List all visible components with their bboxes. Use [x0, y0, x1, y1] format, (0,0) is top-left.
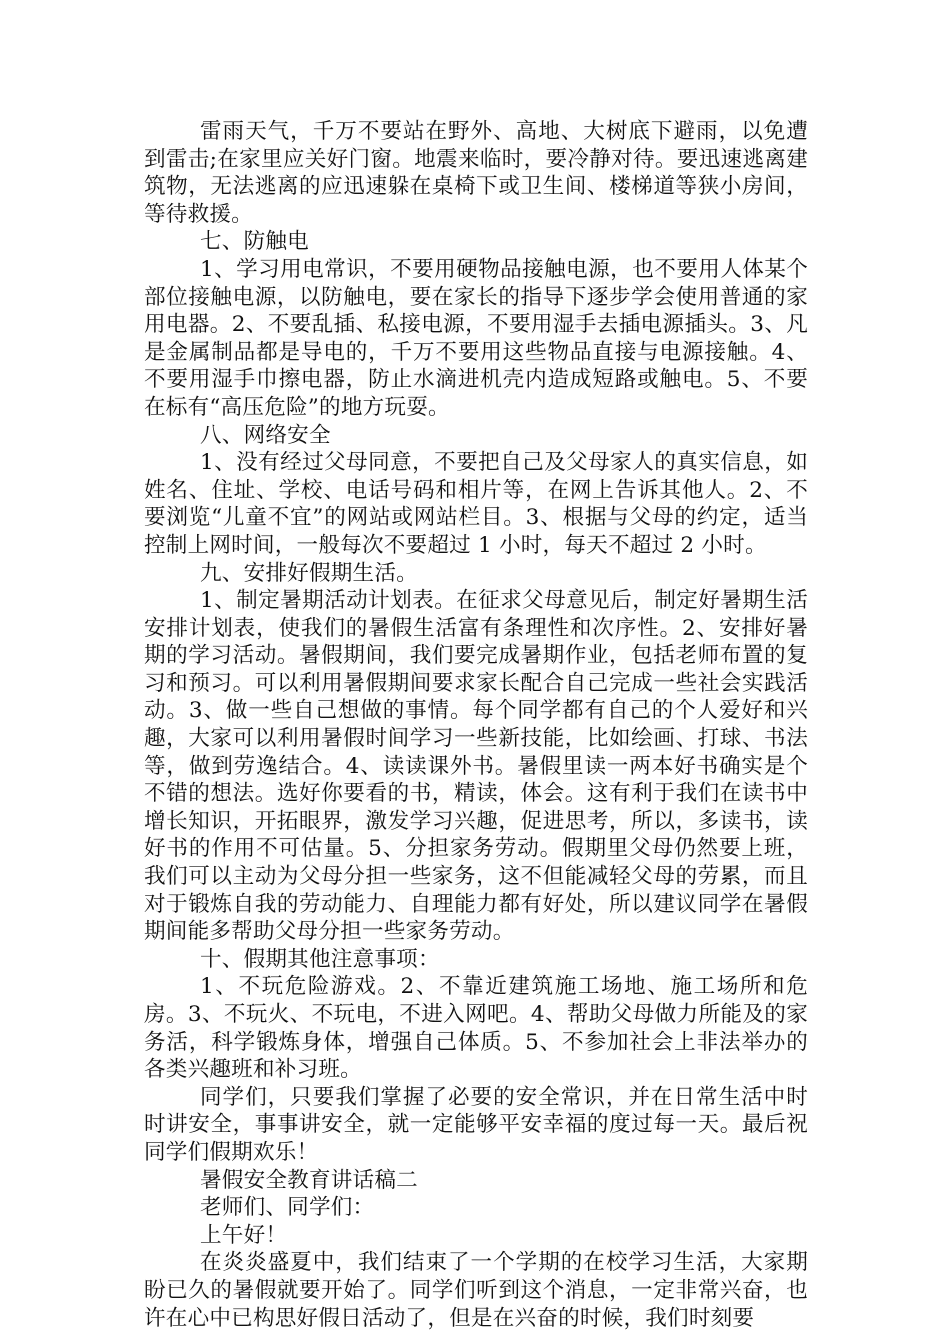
paragraph-other-notes: 1、不玩危险游戏。2、不靠近建筑施工场地、施工场所和危房。3、不玩火、不玩电，不进入网吧。4、帮助父母做力所能及的家务活，科学锻炼身体，增强自己体质。5、不参加社会上非法举办的各类兴趣班和补习班。	[144, 974, 808, 1083]
heading-network-safety: 八、网络安全	[200, 422, 331, 448]
document-page	[144, 118, 808, 1332]
heading-other-notes: 十、假期其他注意事项：	[200, 946, 440, 972]
heading-speech-two: 暑假安全教育讲话稿二	[200, 1167, 418, 1193]
paragraph-electric-shock: 1、学习用电常识，不要用硬物品接触电源，也不要用人体某个部位接触电源，以防触电，要在家长的指导下逐步学会使用普通的家用电器。2、不要乱插、私接电源，不要用湿手去插电源插头。3、凡是金属制品都是导电的，千万不要用这些物品直接与电源接触。4、不要用湿手巾擦电器，防止水滴进机壳内造成短路或触电。5、不要在标有“高压危险”的地方玩耍。	[144, 256, 808, 420]
paragraph-network-safety: 1、没有经过父母同意，不要把自己及父母家人的真实信息，如姓名、住址、学校、电话号码和相片等，在网上告诉其他人。2、不要浏览“儿童不宜”的网站或网站栏目。3、根据与父母的约定，适当控制上网时间，一般每次不要超过 1 小时，每天不超过 2 小时。	[144, 450, 808, 558]
salutation: 老师们、同学们：	[200, 1195, 375, 1221]
paragraph-holiday-life: 1、制定暑期活动计划表。在征求父母意见后，制定好暑期生活安排计划表，使我们的暑假生活富有条理性和次序性。2、安排好暑期的学习活动。暑假期间，我们要完成暑期作业，包括老师布置的复习和预习。可以利用暑假期间要求家长配合自己完成一些社会实践活动。3、做一些自己想做的事情。每个同学都有自己的个人爱好和兴趣，大家可以利用暑假时间学习一些新技能，比如绘画、打球、书法等，做到劳逸结合。4、读读课外书。暑假里读一两本好书确实是个不错的想法。选好你要看的书，精读，体会。这有利于我们在读书中增长知识，开拓眼界，激发学习兴趣，促进思考，所以，多读书，读好书的作用不可估量。5、分担家务劳动。假期里父母仍然要上班，我们可以主动为父母分担一些家务，这不但能减轻父母的劳累，而且对于锻炼自我的劳动能力、自理能力都有好处，所以建议同学在暑假期间能多帮助父母分担一些家务劳动。	[144, 588, 808, 945]
paragraph-speech-intro: 在炎炎盛夏中，我们结束了一个学期的在校学习生活，大家期盼已久的暑假就要开始了。同学们听到这个消息，一定非常兴奋，也许在心中已构思好假日活动了，但是在兴奋的时候，我们时刻要	[144, 1250, 808, 1331]
paragraph-closing: 同学们，只要我们掌握了必要的安全常识，并在日常生活中时时讲安全，事事讲安全，就一定能够平安幸福的度过每一天。最后祝同学们假期欢乐！	[144, 1084, 808, 1165]
heading-holiday-life: 九、安排好假期生活。	[200, 560, 418, 586]
greeting: 上午好！	[200, 1222, 288, 1248]
paragraph-weather-safety: 雷雨天气，千万不要站在野外、高地、大树底下避雨，以免遭到雷击;在家里应关好门窗。地震来临时，要冷静对待。要迅速逃离建筑物，无法逃离的应迅速躲在桌椅下或卫生间、楼梯道等狭小房间，等待救援。	[144, 119, 808, 227]
heading-electric-shock: 七、防触电	[200, 229, 309, 255]
